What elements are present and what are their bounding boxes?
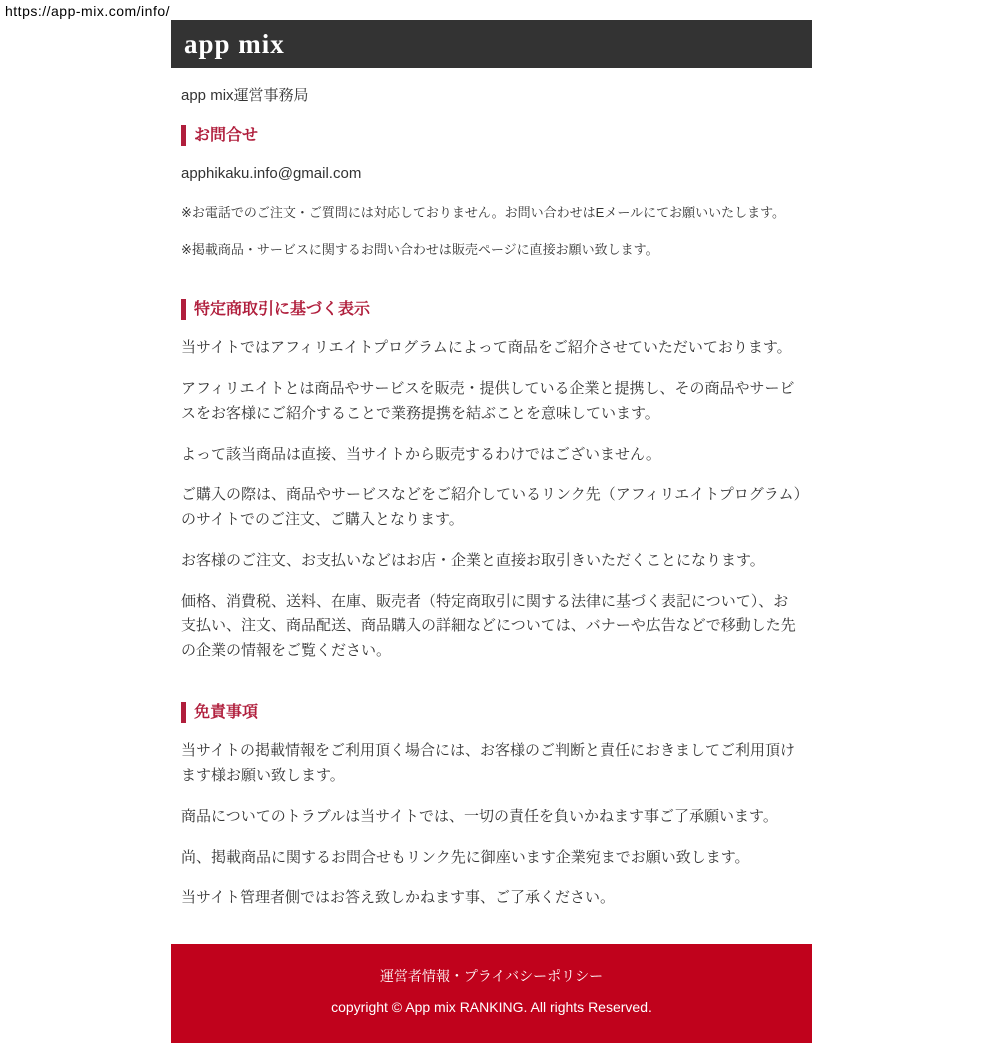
disclaimer-paragraph: 当サイトの掲載情報をご利用頂く場合には、お客様のご判断と責任におきましてご利用頂けます様お願い致します。 <box>181 742 795 785</box>
transactions-paragraph: アフィリエイトとは商品やサービスを販売・提供している企業と提携し、その商品やサービスをお客様にご紹介することで業務提携を結ぶことを意味しています。 <box>181 380 795 422</box>
transactions-paragraph: 価格、消費税、送料、在庫、販売者（特定商取引に関する法律に基づく表記について）、お支払い、注文、商品配送、商品購入の詳細などについては、バナーや広告などで移動した先の企業の情報をご覧ください。 <box>181 592 796 660</box>
page-url-text: https://app-mix.com/info/ <box>5 3 171 19</box>
section-heading-contact: お問合せ <box>181 125 802 147</box>
disclaimer-paragraph: 尚、掲載商品に関するお問合せもリンク先に御座います企業宛までお願い致します。 <box>181 848 750 866</box>
office-name: app mix運営事務局 <box>181 87 309 104</box>
disclaimer-paragraph: 商品についてのトラブルは当サイトでは、一切の責任を負いかねます事ご了承願います。 <box>181 807 778 825</box>
transactions-paragraph: よって該当商品は直接、当サイトから販売するわけではございません。 <box>181 445 661 463</box>
disclaimer-paragraph: 当サイト管理者側ではお答え致しかねます事、ご了承ください。 <box>181 889 615 907</box>
contact-note: ※掲載商品・サービスに関するお問い合わせは販売ページに直接お願い致します。 <box>181 241 659 257</box>
footer-copyright: copyright © App mix RANKING. All rights Reserved. <box>331 999 652 1016</box>
transactions-paragraph: お客様のご注文、お支払いなどはお店・企業と直接お取引きいただくことになります。 <box>181 551 765 569</box>
contact-note: ※お電話でのご注文・ご質問には対応しておりません。お問い合わせはEメールにてお願いいたします。 <box>181 205 786 221</box>
section-heading-disclaimer: 免責事項 <box>181 702 802 724</box>
site-logo[interactable]: app mix <box>184 28 285 59</box>
transactions-paragraph: 当サイトではアフィリエイトプログラムによって商品をご紹介させていただいております。 <box>181 339 792 357</box>
contact-email: apphikaku.info@gmail.com <box>181 165 362 183</box>
footer-privacy-policy-link[interactable]: 運営者情報・プライバシーポリシー <box>379 968 604 985</box>
main-column <box>171 0 812 1043</box>
section-heading-transactions: 特定商取引に基づく表示 <box>181 299 802 321</box>
site-header <box>171 20 812 68</box>
transactions-paragraph: ご購入の際は、商品やサービスなどをご紹介しているリンク先（アフィリエイトプログラム）のサイトでのご注文、ご購入となります。 <box>181 486 802 529</box>
site-footer <box>171 944 812 1043</box>
page-content <box>171 84 812 911</box>
